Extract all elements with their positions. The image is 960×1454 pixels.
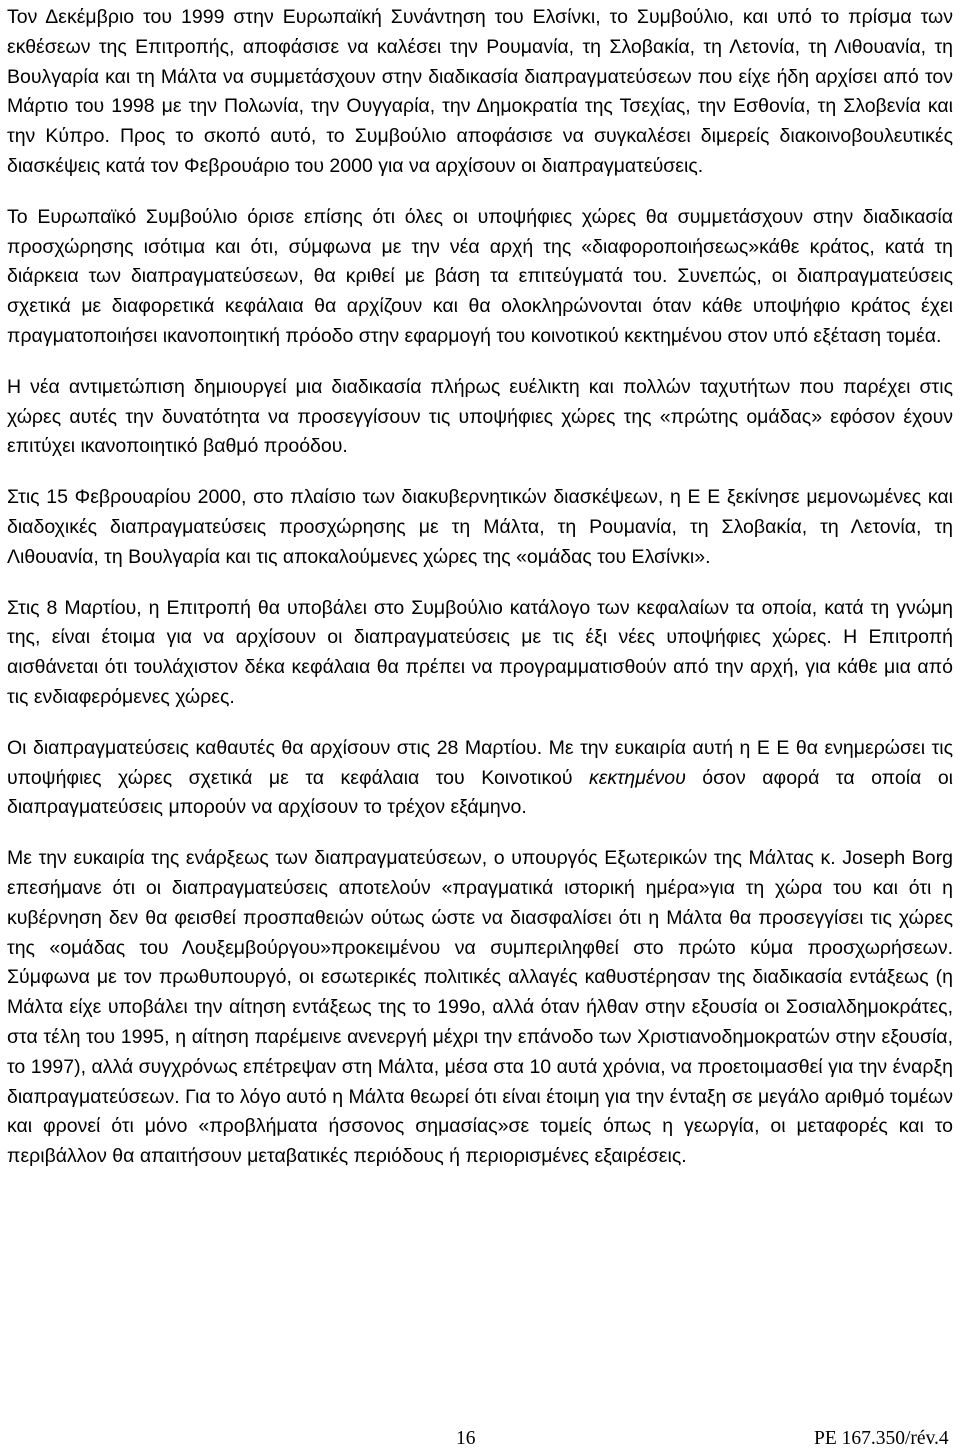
document-reference: PE 167.350/rév.4 [814, 1428, 949, 1449]
paragraph-malta-statement: Με την ευκαιρία της ενάρξεως των διαπραγματεύσεων, ο υπουργός Εξωτερικών της Μάλτας κ. Joseph Borg επεσήμανε ότι οι διαπραγματεύσεις αποτελούν «πραγματικά ιστορική ημέρα»για τη χώρα του και ότι η κυβέρνηση δεν θα φεισθεί προσπαθειών ούτως ώστε να διασφαλίσει ότι η Μάλτα θα προσεγγίσει τις χώρες της «ομάδας του Λουξεμβούργου»προκειμένου να συμπεριληφθεί στο πρώτο κύμα προσχωρήσεων. Σύμφωνα με τον πρωθυπουργό, οι εσωτερικές πολιτικές αλλαγές καθυστέρησαν της διαδικασία εντάξεως (η Μάλτα είχε υποβάλει την αίτηση εντάξεως της το 199ο, αλλά όταν ήλθαν στην εξουσία οι Σοσιαλδημοκράτες, στα τέλη του 1995, η αίτηση παρέμεινε ανενεργή μέχρι την επάνοδο των Χριστιανοδημοκρατών στην εξουσία, το 1997), αλλά συγχρόνως επέτρεψαν στη Μάλτα, μέσα στα 10 αυτά χρόνια, να προετοιμασθεί για την έναρξη διαπραγματεύσεων. Για το λόγο αυτό η Μάλτα θεωρεί ότι είναι έτοιμη για την ένταξη σε μεγάλο αριθμό τομέων και φρονεί ότι μόνο «προβλήματα ήσσονος σημασίας»σε τομείς όπως η γεωργία, οι μεταφορές και το περιβάλλον θα απαιτήσουν μεταβατικές περιόδους ή περιορισμένες εξαιρέσεις. [7, 847, 953, 1168]
paragraph-negotiations-start [7, 734, 953, 823]
page-number: 16 [456, 1428, 476, 1449]
paragraph-text: Οι διαπραγματεύσεις καθαυτές θα αρχίσουν στις 28 Μαρτίου. Με την ευκαιρία αυτή η Ε Ε θα ενημερώσει τις υποψήφιες χώρες σχετικά με τα κεφάλαια του Κοινοτικού [7, 736, 953, 789]
paragraph-helsinki-invitation: Τον Δεκέμβριο του 1999 στην Ευρωπαϊκή Συνάντηση του Ελσίνκι, το Συμβούλιο, και υπό το πρίσμα των εκθέσεων της Επιτροπής, αποφάσισε να καλέσει την Ρουμανία, τη Σλοβακία, τη Λετονία, τη Λιθουανία, τη Βουλγαρία και τη Μάλτα να συμμετάσχουν στην διαδικασία διαπραγματεύσεων που είχε ήδη αρχίσει από τον Μάρτιο του 1998 με την Πολωνία, την Ουγγαρία, την Δημοκρατία της Τσεχίας, την Εσθονία, τη Σλοβενία και την Κύπρο. Προς το σκοπό αυτό, το Συμβούλιο αποφάσισε να συγκαλέσει διμερείς διακοινοβουλευτικές διασκέψεις κατά τον Φεβρουάριο του 2000 για να αρχίσουν οι διαπραγματεύσεις. [7, 6, 953, 177]
paragraph-differentiation-principle: Το Ευρωπαϊκό Συμβούλιο όρισε επίσης ότι όλες οι υποψήφιες χώρες θα συμμετάσχουν στην διαδικασία προσχώρησης ισότιμα και ότι, σύμφωνα με την νέα αρχή της «διαφοροποιήσεως»κάθε κράτος, κατά τη διάρκεια των διαπραγματεύσεων, θα κριθεί με βάση τα επιτεύγματά του. Συνεπώς, οι διαπραγματεύσεις σχετικά με διαφορετικά κεφάλαια θα αρχίζουν και θα ολοκληρώνονται όταν κάθε υποψήφιο κράτος έχει πραγματοποιήσει ικανοποιητική πρόοδο στην εφαρμογή του κοινοτικού κεκτημένου στον υπό εξέταση τομέα. [7, 205, 953, 347]
paragraph-text: όσον αφορά τα οποία οι διαπραγματεύσεις μπορούν να αρχίσουν το τρέχον εξάμηνο. [7, 766, 953, 819]
page-footer [0, 1427, 960, 1451]
paragraph-new-approach: Η νέα αντιμετώπιση δημιουργεί μια διαδικασία πλήρως ευέλικτη και πολλών ταχυτήτων που παρέχει στις χώρες αυτές την δυνατότητα να προσεγγίσουν τις υποψήφιες χώρες της «πρώτης ομάδας» εφόσον έχουν επιτύχει ικανοποιητικό βαθμό προόδου. [7, 375, 953, 458]
italic-term: κεκτημένου [589, 766, 686, 789]
paragraph-february-negotiations: Στις 15 Φεβρουαρίου 2000, στο πλαίσιο των διακυβερνητικών διασκέψεων, η Ε Ε ξεκίνησε μεμονωμένες και διαδοχικές διαπραγματεύσεις προσχώρησης με τη Μάλτα, τη Ρουμανία, τη Σλοβακία, τη Λετονία, τη Λιθουανία, τη Βουλγαρία και τις αποκαλούμενες χώρες της «ομάδας του Ελσίνκι». [7, 486, 953, 568]
paragraph-march-chapters: Στις 8 Μαρτίου, η Επιτροπή θα υποβάλει στο Συμβούλιο κατάλογο των κεφαλαίων τα οποία, κατά τη γνώμη της, είναι έτοιμα για να αρχίσουν οι διαπραγματεύσεις με τις έξι νέες υποψήφιες χώρες. Η Επιτροπή αισθάνεται ότι τουλάχιστον δέκα κεφάλαια θα πρέπει να προγραμματισθούν από την αρχή, για κάθε μια από τις ενδιαφερόμενες χώρες. [7, 596, 953, 708]
document-body [7, 3, 953, 1193]
